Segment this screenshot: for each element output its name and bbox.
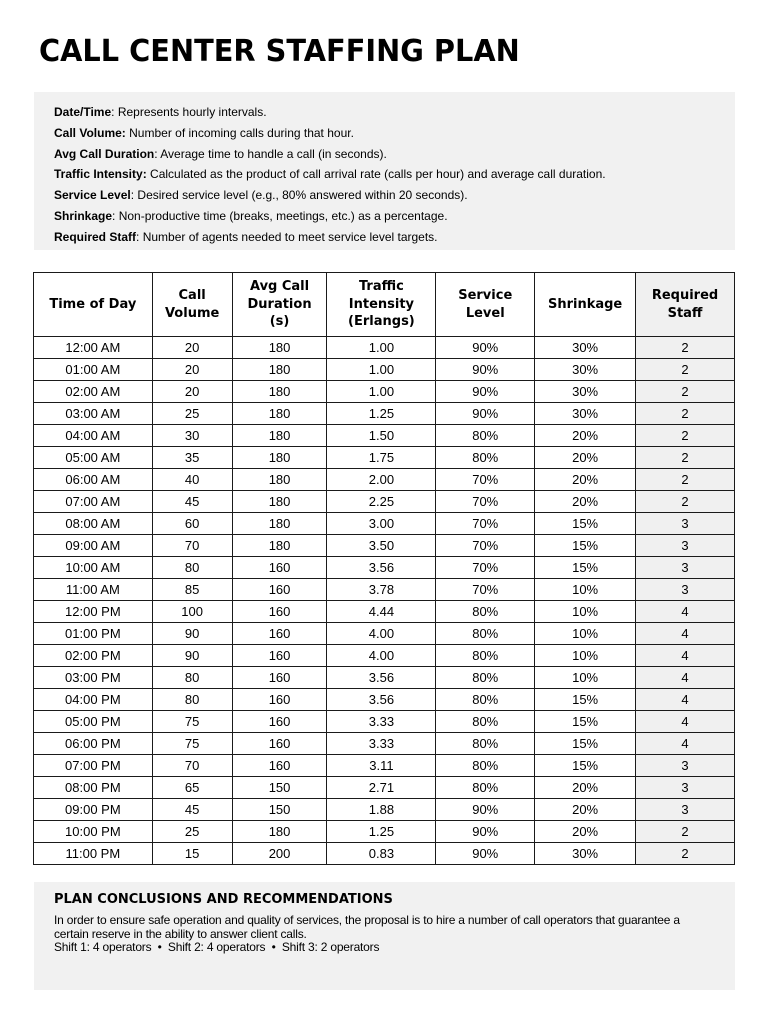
- table-cell: 10%: [535, 667, 636, 689]
- table-row: [34, 469, 735, 491]
- table-cell: 04:00 PM: [34, 689, 153, 711]
- table-cell: 80%: [436, 777, 535, 799]
- table-cell: 70%: [436, 535, 535, 557]
- definition-term: Traffic Intensity:: [54, 167, 147, 182]
- table-cell: 4: [636, 667, 735, 689]
- table-cell: 4.00: [327, 645, 436, 667]
- column-header: [152, 273, 232, 337]
- table-cell: 80%: [436, 645, 535, 667]
- table-cell: 08:00 AM: [34, 513, 153, 535]
- table-row: [34, 359, 735, 381]
- table-row: [34, 821, 735, 843]
- table-cell: 1.50: [327, 425, 436, 447]
- table-cell: 4: [636, 711, 735, 733]
- table-cell: 180: [232, 403, 327, 425]
- conclusions-paragraph: In order to ensure safe operation and quality of services, the proposal is to hire a number of call operators that guarantee a certain reserve in the ability to answer client calls.: [54, 913, 680, 941]
- table-cell: 80%: [436, 667, 535, 689]
- table-cell: 2: [636, 425, 735, 447]
- table-cell: 10:00 AM: [34, 557, 153, 579]
- table-cell: 4: [636, 623, 735, 645]
- table-cell: 1.00: [327, 381, 436, 403]
- table-row: [34, 491, 735, 513]
- table-cell: 4: [636, 601, 735, 623]
- definition-separator: :: [136, 229, 140, 244]
- table-row: [34, 381, 735, 403]
- definition-text: Desired service level (e.g., 80% answered within 20 seconds).: [134, 188, 468, 203]
- table-cell: 30%: [535, 381, 636, 403]
- column-header-line: Staff: [667, 305, 703, 321]
- table-cell: 70: [152, 535, 232, 557]
- table-cell: 03:00 AM: [34, 403, 153, 425]
- column-header: [327, 273, 436, 337]
- table-cell: 15: [152, 843, 232, 865]
- table-row: [34, 623, 735, 645]
- table-cell: 160: [232, 733, 327, 755]
- table-cell: 2.00: [327, 469, 436, 491]
- definition-text: Calculated as the product of call arrival rate (calls per hour) and average call duration.: [146, 167, 606, 182]
- table-cell: 25: [152, 821, 232, 843]
- definition-term: Service Level: [54, 188, 131, 203]
- table-cell: 3.50: [327, 535, 436, 557]
- table-cell: 05:00 PM: [34, 711, 153, 733]
- page-title: CALL CENTER STAFFING PLAN: [39, 34, 520, 69]
- definition-text: Average time to handle a call (in seconds).: [157, 146, 387, 161]
- definition-separator: :: [112, 208, 116, 223]
- table-row: [34, 337, 735, 359]
- table-cell: 03:00 PM: [34, 667, 153, 689]
- table-cell: 2: [636, 821, 735, 843]
- table-cell: 180: [232, 821, 327, 843]
- table-cell: 85: [152, 579, 232, 601]
- table-cell: 10%: [535, 601, 636, 623]
- column-header-line: Avg Call: [249, 279, 310, 295]
- table-cell: 3.56: [327, 667, 436, 689]
- table-cell: 1.25: [327, 403, 436, 425]
- table-cell: 180: [232, 469, 327, 491]
- table-cell: 160: [232, 689, 327, 711]
- table-cell: 15%: [535, 711, 636, 733]
- table-cell: 3.33: [327, 711, 436, 733]
- column-header-line: Call: [178, 288, 206, 303]
- column-header-line: Level: [465, 305, 505, 321]
- table-row: [34, 403, 735, 425]
- table-cell: 1.00: [327, 359, 436, 381]
- table-cell: 90%: [436, 337, 535, 359]
- table-cell: 45: [152, 799, 232, 821]
- table-cell: 160: [232, 711, 327, 733]
- table-cell: 4: [636, 689, 735, 711]
- definition-term: Call Volume:: [54, 125, 126, 140]
- table-cell: 80%: [436, 711, 535, 733]
- table-row: [34, 755, 735, 777]
- table-cell: 10%: [535, 579, 636, 601]
- table-cell: 20: [152, 337, 232, 359]
- table-row: [34, 733, 735, 755]
- table-cell: 80%: [436, 447, 535, 469]
- table-cell: 30%: [535, 359, 636, 381]
- table-row: [34, 689, 735, 711]
- table-cell: 3: [636, 755, 735, 777]
- definition-item: [54, 123, 735, 144]
- table-cell: 10:00 PM: [34, 821, 153, 843]
- table-row: [34, 799, 735, 821]
- table-cell: 3: [636, 579, 735, 601]
- table-cell: 70%: [436, 491, 535, 513]
- table-cell: 70: [152, 755, 232, 777]
- table-cell: 20: [152, 381, 232, 403]
- table-cell: 30%: [535, 843, 636, 865]
- table-cell: 11:00 PM: [34, 843, 153, 865]
- table-cell: 3.33: [327, 733, 436, 755]
- table-cell: 90%: [436, 403, 535, 425]
- table-cell: 20: [152, 359, 232, 381]
- table-cell: 2: [636, 359, 735, 381]
- table-cell: 160: [232, 601, 327, 623]
- column-header-line: Traffic: [358, 279, 404, 295]
- table-row: [34, 535, 735, 557]
- table-cell: 06:00 AM: [34, 469, 153, 491]
- table-cell: 70%: [436, 513, 535, 535]
- column-header-line: (s): [269, 314, 290, 330]
- column-header-line: Required: [651, 288, 719, 303]
- column-header-line: Intensity: [348, 296, 415, 312]
- table-cell: 09:00 AM: [34, 535, 153, 557]
- table-cell: 10%: [535, 645, 636, 667]
- table-row: [34, 645, 735, 667]
- table-cell: 05:00 AM: [34, 447, 153, 469]
- table-cell: 2.25: [327, 491, 436, 513]
- table-cell: 75: [152, 711, 232, 733]
- table-cell: 3.11: [327, 755, 436, 777]
- column-header-line: Duration: [247, 296, 312, 312]
- table-row: [34, 557, 735, 579]
- table-cell: 80%: [436, 425, 535, 447]
- table-cell: 90%: [436, 843, 535, 865]
- table-cell: 12:00 AM: [34, 337, 153, 359]
- table-cell: 4: [636, 645, 735, 667]
- conclusions-panel: [34, 882, 735, 990]
- table-cell: 20%: [535, 799, 636, 821]
- table-header: [34, 273, 735, 337]
- table-cell: 80: [152, 557, 232, 579]
- table-cell: 2: [636, 843, 735, 865]
- table-row: [34, 601, 735, 623]
- table-row: [34, 425, 735, 447]
- definition-separator: :: [154, 146, 158, 161]
- table-cell: 02:00 PM: [34, 645, 153, 667]
- table-cell: 0.83: [327, 843, 436, 865]
- table-cell: 160: [232, 623, 327, 645]
- table-cell: 90%: [436, 381, 535, 403]
- table-cell: 2: [636, 337, 735, 359]
- table-cell: 80: [152, 667, 232, 689]
- table-cell: 20%: [535, 469, 636, 491]
- table-cell: 01:00 PM: [34, 623, 153, 645]
- column-header-line: Volume: [164, 305, 220, 321]
- table-cell: 3: [636, 513, 735, 535]
- table-cell: 08:00 PM: [34, 777, 153, 799]
- conclusions-title: PLAN CONCLUSIONS AND RECOMMENDATIONS: [54, 892, 393, 907]
- table-cell: 160: [232, 557, 327, 579]
- definition-item: [54, 206, 735, 227]
- definition-separator: :: [111, 105, 115, 119]
- staffing-table: [33, 272, 735, 865]
- table-cell: 4.00: [327, 623, 436, 645]
- table-cell: 180: [232, 447, 327, 469]
- definition-term: Shrinkage: [54, 208, 113, 223]
- conclusions-text: [54, 914, 714, 955]
- table-cell: 15%: [535, 733, 636, 755]
- shift-allocation: Shift 1: 4 operators • Shift 2: 4 operators • Shift 3: 2 operators: [54, 940, 380, 954]
- table-cell: 180: [232, 381, 327, 403]
- column-header-line: Time of Day: [49, 296, 137, 312]
- table-cell: 09:00 PM: [34, 799, 153, 821]
- table-cell: 01:00 AM: [34, 359, 153, 381]
- table-cell: 3.00: [327, 513, 436, 535]
- table-cell: 2: [636, 469, 735, 491]
- table-cell: 30: [152, 425, 232, 447]
- table-cell: 20%: [535, 491, 636, 513]
- table-cell: 160: [232, 579, 327, 601]
- definitions-panel: [34, 92, 735, 250]
- table-cell: 3.56: [327, 557, 436, 579]
- definition-item: [54, 102, 735, 123]
- column-header-line: (Erlangs): [348, 314, 415, 330]
- table-cell: 25: [152, 403, 232, 425]
- table-cell: 75: [152, 733, 232, 755]
- table-cell: 90%: [436, 359, 535, 381]
- table-row: [34, 777, 735, 799]
- column-header-line: Service: [458, 288, 513, 303]
- table-cell: 90%: [436, 821, 535, 843]
- table-cell: 70%: [436, 557, 535, 579]
- table-cell: 80%: [436, 623, 535, 645]
- table-cell: 180: [232, 513, 327, 535]
- table-cell: 180: [232, 337, 327, 359]
- column-header: [34, 273, 153, 337]
- table-cell: 160: [232, 645, 327, 667]
- table-cell: 30%: [535, 337, 636, 359]
- table-cell: 80%: [436, 601, 535, 623]
- table-cell: 180: [232, 535, 327, 557]
- table-cell: 12:00 PM: [34, 601, 153, 623]
- table-cell: 3: [636, 535, 735, 557]
- table-cell: 1.00: [327, 337, 436, 359]
- definition-text: Represents hourly intervals.: [114, 105, 267, 119]
- table-cell: 40: [152, 469, 232, 491]
- definition-term: Date/Time: [54, 105, 112, 119]
- table-row: [34, 711, 735, 733]
- table-cell: 07:00 PM: [34, 755, 153, 777]
- table-cell: 4: [636, 733, 735, 755]
- table-cell: 15%: [535, 513, 636, 535]
- table-cell: 150: [232, 777, 327, 799]
- table-cell: 06:00 PM: [34, 733, 153, 755]
- table-cell: 80%: [436, 733, 535, 755]
- table-cell: 200: [232, 843, 327, 865]
- table-cell: 3: [636, 557, 735, 579]
- table-cell: 180: [232, 425, 327, 447]
- table-cell: 1.25: [327, 821, 436, 843]
- table-cell: 180: [232, 359, 327, 381]
- table-cell: 80%: [436, 689, 535, 711]
- table-cell: 11:00 AM: [34, 579, 153, 601]
- definition-term: Avg Call Duration: [54, 146, 155, 161]
- table-cell: 20%: [535, 425, 636, 447]
- table-row: [34, 447, 735, 469]
- table-cell: 30%: [535, 403, 636, 425]
- table-cell: 20%: [535, 821, 636, 843]
- table-cell: 3: [636, 799, 735, 821]
- definition-item: [54, 164, 735, 185]
- definition-text: Number of agents needed to meet service level targets.: [139, 229, 438, 244]
- table-cell: 35: [152, 447, 232, 469]
- table-cell: 15%: [535, 557, 636, 579]
- table-cell: 20%: [535, 777, 636, 799]
- table-cell: 15%: [535, 689, 636, 711]
- table-cell: 70%: [436, 579, 535, 601]
- table-cell: 150: [232, 799, 327, 821]
- table-cell: 07:00 AM: [34, 491, 153, 513]
- table-cell: 3.56: [327, 689, 436, 711]
- table-cell: 160: [232, 755, 327, 777]
- column-header-line: Shrinkage: [547, 296, 623, 312]
- table-cell: 45: [152, 491, 232, 513]
- table-cell: 3: [636, 777, 735, 799]
- definition-item: [54, 185, 735, 206]
- table-cell: 2: [636, 491, 735, 513]
- table-row: [34, 667, 735, 689]
- column-header: [436, 273, 535, 337]
- table-body: [34, 337, 735, 865]
- table-cell: 02:00 AM: [34, 381, 153, 403]
- table-cell: 2: [636, 403, 735, 425]
- table-cell: 15%: [535, 755, 636, 777]
- table-row: [34, 843, 735, 865]
- definition-separator: :: [130, 188, 135, 203]
- table-cell: 180: [232, 491, 327, 513]
- table-cell: 65: [152, 777, 232, 799]
- table-cell: 10%: [535, 623, 636, 645]
- table-row: [34, 513, 735, 535]
- column-header: [232, 273, 327, 337]
- definition-text: Number of incoming calls during that hour.: [125, 125, 354, 140]
- definition-item: [54, 144, 735, 165]
- table-cell: 15%: [535, 535, 636, 557]
- table-cell: 90%: [436, 799, 535, 821]
- table-cell: 70%: [436, 469, 535, 491]
- table-row: [34, 579, 735, 601]
- table-cell: 4.44: [327, 601, 436, 623]
- table-cell: 80%: [436, 755, 535, 777]
- definition-term: Required Staff: [54, 229, 137, 244]
- table-cell: 2.71: [327, 777, 436, 799]
- column-header: [636, 273, 735, 337]
- table-cell: 60: [152, 513, 232, 535]
- table-cell: 2: [636, 381, 735, 403]
- table-cell: 1.75: [327, 447, 436, 469]
- table-cell: 1.88: [327, 799, 436, 821]
- definition-item: [54, 227, 735, 248]
- table-cell: 80: [152, 689, 232, 711]
- column-header: [535, 273, 636, 337]
- table-cell: 2: [636, 447, 735, 469]
- table-cell: 100: [152, 601, 232, 623]
- table-cell: 20%: [535, 447, 636, 469]
- table-cell: 90: [152, 623, 232, 645]
- header-row: [34, 273, 735, 337]
- table-cell: 04:00 AM: [34, 425, 153, 447]
- table-cell: 3.78: [327, 579, 436, 601]
- table-cell: 160: [232, 667, 327, 689]
- definition-text: Non-productive time (breaks, meetings, etc.) as a percentage.: [115, 208, 448, 223]
- table-cell: 90: [152, 645, 232, 667]
